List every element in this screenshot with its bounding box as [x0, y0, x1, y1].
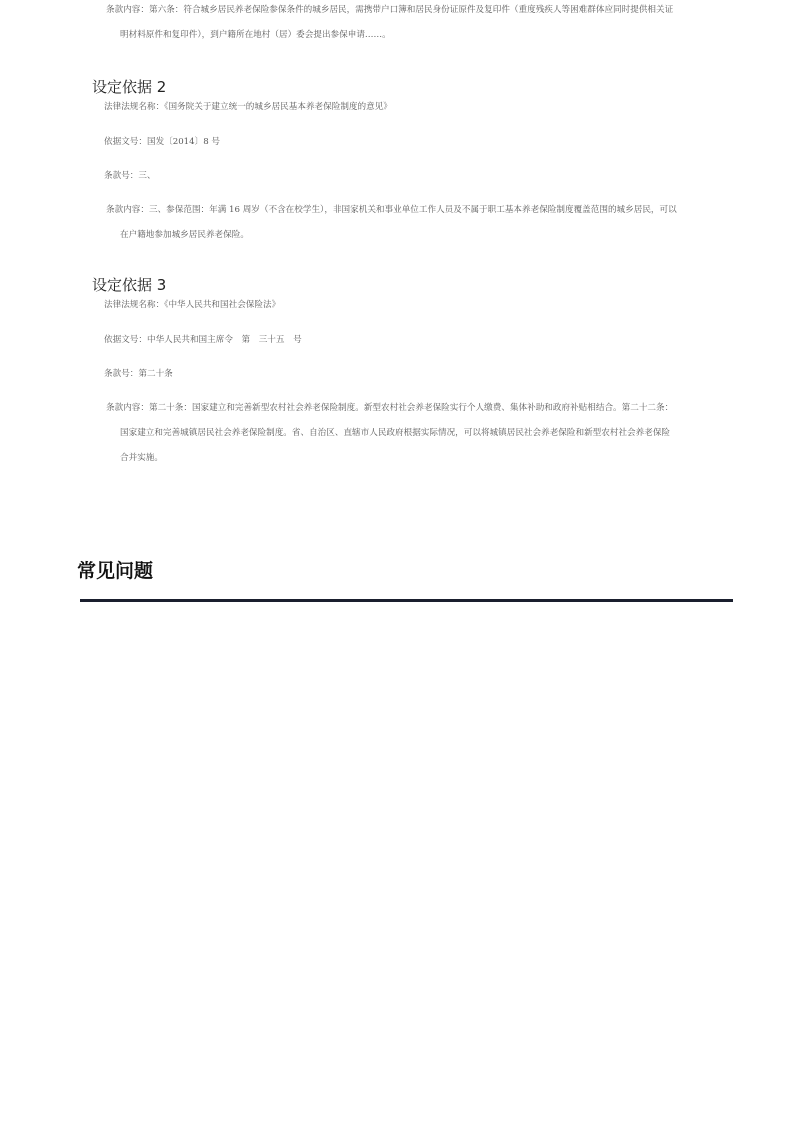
- basis-3-content-line-3: 合并实施。: [120, 453, 163, 463]
- basis-2-heading: 设定依据 2: [92, 78, 167, 96]
- basis-3-content-line-1: 条款内容：第二十条：国家建立和完善新型农村社会养老保险制度。新型农村社会养老保险实行个人缴费、集体补助和政府补贴相结合。第二十二条：: [106, 403, 674, 413]
- basis-3-law-name: 法律法规名称：《中华人民共和国社会保险法》: [104, 300, 281, 310]
- basis-2-clause-content: [106, 198, 677, 248]
- basis-3-clause-number: 条款号：第二十条: [104, 369, 173, 379]
- basis-2-law-name: 法律法规名称：《国务院关于建立统一的城乡居民基本养老保险制度的意见》: [104, 102, 392, 112]
- basis-2-clause-number: 条款号：三、: [104, 171, 156, 181]
- basis-2-doc-number: 依据文号：国发〔2014〕8 号: [104, 137, 221, 147]
- faq-title: 常见问题: [77, 560, 154, 582]
- basis-2-content-line-1: 条款内容：三、参保范围：年满 16 周岁（不含在校学生），非国家机关和事业单位工作人员及不属于职工基本养老保险制度覆盖范围的城乡居民，可以: [106, 205, 677, 215]
- faq-divider: [80, 599, 733, 602]
- basis-3-doc-number: 依据文号：中华人民共和国主席令 第 三十五 号: [104, 335, 302, 345]
- basis-3-clause-content: [106, 396, 673, 471]
- top-clause-line-2: 明材料原件和复印件），到户籍所在地村（居）委会提出参保申请……。: [120, 30, 391, 40]
- basis-3-content-line-2: 国家建立和完善城镇居民社会养老保险制度。省、自治区、直辖市人民政府根据实际情况，可以将城镇居民社会养老保险和新型农村社会养老保险: [120, 428, 671, 438]
- top-clause-line-1: 条款内容：第六条：符合城乡居民养老保险参保条件的城乡居民，需携带户口簿和居民身份证原件及复印件（重度残疾人等困难群体应同时提供相关证: [106, 5, 674, 15]
- basis-3-heading: 设定依据 3: [92, 276, 167, 294]
- top-clause-content: [106, 0, 673, 48]
- basis-2-content-line-2: 在户籍地参加城乡居民养老保险。: [120, 230, 249, 240]
